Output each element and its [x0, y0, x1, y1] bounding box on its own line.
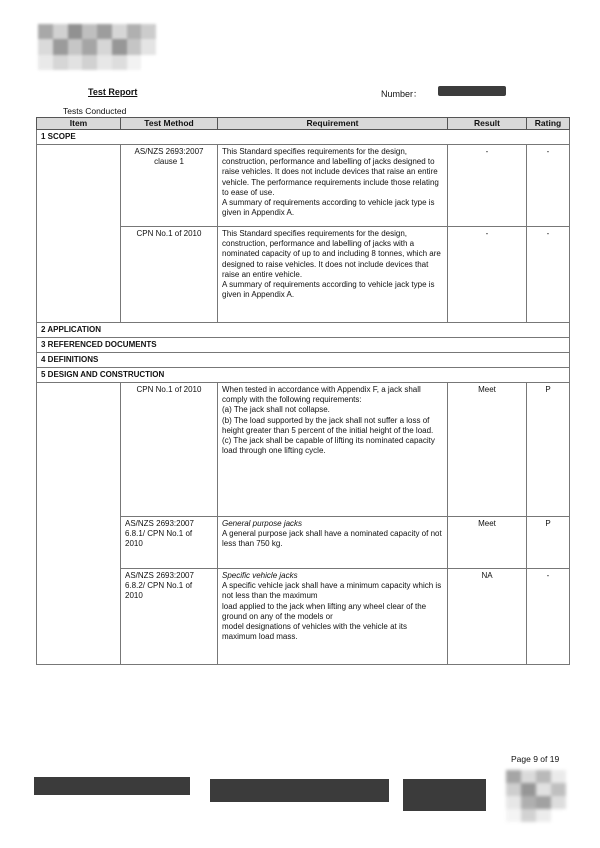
result-cell: - [448, 226, 527, 322]
test-method-cell [121, 516, 218, 568]
section-scope: 1 SCOPE [37, 129, 570, 144]
report-number-label: Number： [381, 89, 423, 99]
section-row-scope [37, 129, 570, 144]
requirement-text: A summary of requirements according to vehicle jack type is given in Appendix A. [222, 280, 435, 300]
requirement-text: model designations of vehicles with the vehicle at its maximum load mass. [222, 622, 407, 642]
test-method-line: CPN No.1 of 2010 [136, 228, 202, 238]
table-header-row [37, 118, 570, 130]
column-header-rating: Rating [527, 118, 570, 130]
requirement-heading: General purpose jacks [222, 518, 303, 528]
rating-cell: P [527, 516, 570, 568]
requirement-text: This Standard specifies requirements for the design, construction, performance and labelling of jacks designed to raise vehicles. It does not include devices that raise an entire vehicle. The performance requirements include those relating to ease of use. [222, 146, 439, 197]
item-cell-design [37, 382, 121, 664]
item-cell-scope [37, 144, 121, 322]
rating-cell: - [527, 144, 570, 226]
page-number: Page 9 of 19 [511, 754, 560, 764]
requirement-text: When tested in accordance with Appendix F, a jack shall comply with the following requirements: [222, 384, 421, 405]
redacted-footer-block-center [210, 779, 389, 802]
section-application: 2 APPLICATION [37, 322, 570, 337]
table-row [37, 382, 570, 516]
section-row-design-construction [37, 367, 570, 382]
rating-cell: P [527, 382, 570, 516]
rating-cell: - [527, 226, 570, 322]
column-header-result: Result [448, 118, 527, 130]
tests-conducted-label: Tests Conducted [63, 106, 127, 116]
result-cell: - [448, 144, 527, 226]
result-cell: NA [448, 568, 527, 664]
section-referenced-documents: 3 REFERENCED DOCUMENTS [37, 337, 570, 352]
requirement-cell [218, 382, 448, 516]
test-method-cell [121, 144, 218, 226]
redacted-footer-block-left [34, 777, 190, 795]
test-method-line: AS/NZS 2693:2007 [125, 518, 194, 528]
requirement-list-item: (c) The jack shall be capable of lifting its nominated capacity load through one lifting cycle. [222, 436, 435, 456]
blurred-logo [38, 24, 156, 70]
requirement-cell [218, 568, 448, 664]
requirement-list-item: (a) The jack shall not collapse. [222, 405, 330, 415]
requirement-text: This Standard specifies requirements for the design, construction, performance and labelling of jacks with a nominated capacity of up to and including 8 tonnes, which are designed to raise vehicles. It does not include devices that raise an entire vehicle. [222, 228, 441, 279]
test-method-cell [121, 382, 218, 516]
section-definitions: 4 DEFINITIONS [37, 352, 570, 367]
requirement-text: A general purpose jack shall have a nominated capacity of not less than 750 kg. [222, 529, 442, 549]
test-method-cell [121, 568, 218, 664]
result-cell: Meet [448, 516, 527, 568]
column-header-test-method: Test Method [121, 118, 218, 130]
test-method-line: CPN No.1 of 2010 [136, 384, 202, 394]
requirement-cell [218, 226, 448, 322]
test-method-line: 6.8.1/ CPN No.1 of [125, 529, 193, 539]
result-cell: Meet [448, 382, 527, 516]
requirement-cell [218, 516, 448, 568]
tests-table [36, 117, 570, 665]
column-header-item: Item [37, 118, 121, 130]
test-method-line: AS/NZS 2693:2007 [134, 146, 204, 156]
rating-cell: - [527, 568, 570, 664]
requirement-text: load applied to the jack when lifting any wheel clear of the ground on any of the models or [222, 601, 427, 621]
table-row [37, 144, 570, 226]
section-row-referenced-documents [37, 337, 570, 352]
requirement-list-item: (b) The load supported by the jack shall not suffer a loss of height greater than 5 percent of the initial height of the load. [222, 415, 434, 435]
test-method-line: clause 1 [154, 157, 184, 167]
test-method-line: AS/NZS 2693:2007 [125, 570, 194, 580]
test-method-line: 6.8.2/ CPN No.1 of [125, 581, 193, 591]
redacted-footer-block-right [403, 779, 486, 811]
column-header-requirement: Requirement [218, 118, 448, 130]
section-row-definitions [37, 352, 570, 367]
section-design-construction: 5 DESIGN AND CONSTRUCTION [37, 367, 570, 382]
requirement-text: A specific vehicle jack shall have a minimum capacity which is not less than the maximum [222, 581, 442, 601]
test-method-cell [121, 226, 218, 322]
section-row-application [37, 322, 570, 337]
requirement-heading: Specific vehicle jacks [222, 570, 298, 580]
redacted-report-number [438, 86, 506, 96]
requirement-text: A summary of requirements according to vehicle jack type is given in Appendix A. [222, 198, 435, 218]
test-method-line: 2010 [125, 591, 143, 601]
blurred-qr-code [506, 770, 566, 822]
test-method-line: 2010 [125, 539, 143, 549]
requirement-cell [218, 144, 448, 226]
report-title: Test Report [88, 87, 138, 97]
